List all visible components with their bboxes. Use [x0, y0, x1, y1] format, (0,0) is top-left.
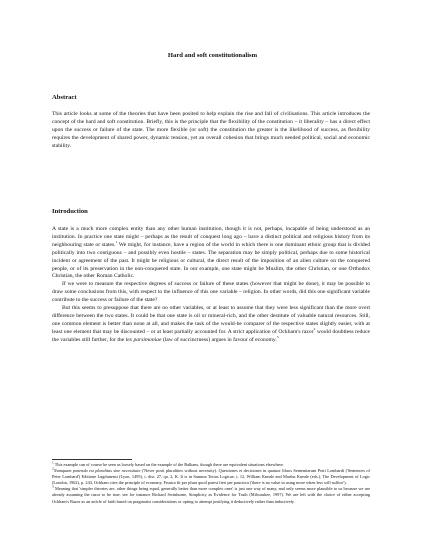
p3-text-c: (law of succinctness) argues in favour of economy.	[161, 336, 277, 343]
footnote-3	[52, 486, 370, 504]
p1-text: A state is a much more complex entity than any other human institution, though it is not, perhaps, incapable of being understood as an institution. In practice one state might – perhaps as the result of conquest long ago – have a distinct political and religious history from its neighbouring state or states.	[52, 226, 370, 248]
document-title: Hard and soft constitutionalism	[167, 52, 258, 59]
footnote-mark-2: 2	[52, 466, 54, 471]
p3-italic-term: lex parsimoniae	[125, 336, 162, 343]
footnote-1-text: This example can of course be seen as loosely based on the example of the Balkans, though there are equivalent situations elsewhere.	[53, 462, 284, 467]
footnote-divider	[52, 459, 132, 460]
introduction-paragraph-1	[52, 226, 370, 281]
footnote-2	[52, 468, 370, 486]
p1-continuation: We might, for instance, have a region of the world in which there is one dominant ethnic group that is divided politically into two contiguous – and possibly even hostile – states. The separation may be simply political, perhaps due to some historical incident or agreement of the past. It might be religious or cultural, the direct result of the imposition of an alien culture on the conquered people, or of its preservation in the non-conquered state. In our example, one state might be Muslim, the other Christian, or one Orthodox Christian, the other Roman Catholic.	[52, 241, 370, 280]
footnote-2-italic: Numquam ponenda est pluralitas sine necessitate	[53, 468, 141, 474]
abstract-heading: Abstract	[52, 94, 77, 101]
introduction-paragraph-3	[52, 305, 370, 345]
introduction-body	[52, 226, 370, 345]
introduction-paragraph-2: If we were to measure the respective degrees of success or failure of these states (however that might be done), it may be possible to draw some conclusions from this, with respect to the influence of this one variable – religion. In other words, did this one significant variable contribute to the success or failure of the state?	[52, 281, 370, 304]
p3-text-b: would doubtless reduce the variables still further, for the	[52, 328, 371, 343]
footnote-ref-2[interactable]: 2	[313, 326, 316, 331]
abstract-paragraph: This article looks at some of the theories that have been posited to help explain the rise and fall of civilisations. This article introduces the concept of the hard and soft constitution. Briefly, this is the principle that the flexibility of the constitution – it liberality – has a direct effect upon the success or failure of the state. The more flexible (or soft) the constitution the greater is the likelihood of success, as flexibility requires the development of shared power, dynamic tension, yet an overall cohesion that brings much needed political, social and economic stability.	[52, 111, 370, 149]
footnote-ref-3[interactable]: 3	[276, 334, 279, 339]
footnotes	[52, 462, 370, 505]
footnote-2-text: ('Never posit pluralities without necessity). Questiones et decisiones in quatuor libros Sententiarum Petri Lombardi ('Sentences of Peter Lombard') Editione Lugdunensi (Lyon, 1495), i, dist. 27, qu. 2, K. It is in Summa Totius Logicae, i, 12, William Kneale and Martha Kneale (eds.), The Development of Logic (London, 1962), p. 243, Ockham cites the principle of economy, Frustra fit per plura quod potest fieri per pauciora ('there is no value in using more when less will suffice').	[52, 468, 370, 486]
p3-text-a: But this seems to presuppose that there are no other variables, or at least to assume that they were less significant than the more overt difference between the two states. It could be that one state is oil or mineral-rich, and the other destitute of valuable natural resources. Still, one common element is better than none at all, and makes the task of the would-be comparer of the respective states slightly easier, with at least one element that may be discounted – or at least partially accounted for. A strict application of Ockham's razor	[52, 305, 370, 335]
introduction-heading: Introduction	[52, 208, 88, 215]
footnote-mark-3: 3	[52, 484, 54, 489]
footnote-ref-1[interactable]: 1	[115, 239, 118, 244]
abstract-text	[52, 111, 370, 151]
footnote-3-text: Meaning that 'simpler theories are, other things being equal, generally better than more complex ones' is just one way of many, and only seems more plausible to us because we are already assuming the razor to be true; see for instance Richard Swinburne, Simplicity as Evidence for Truth (Milwaukee, 1997). We are left with the choice of either accepting Ockham's Razor as an article of faith based on pragmatist considerations or opting to attempt justifying it deductively rather than inductively.	[52, 486, 370, 504]
footnote-mark-1: 1	[52, 460, 54, 465]
